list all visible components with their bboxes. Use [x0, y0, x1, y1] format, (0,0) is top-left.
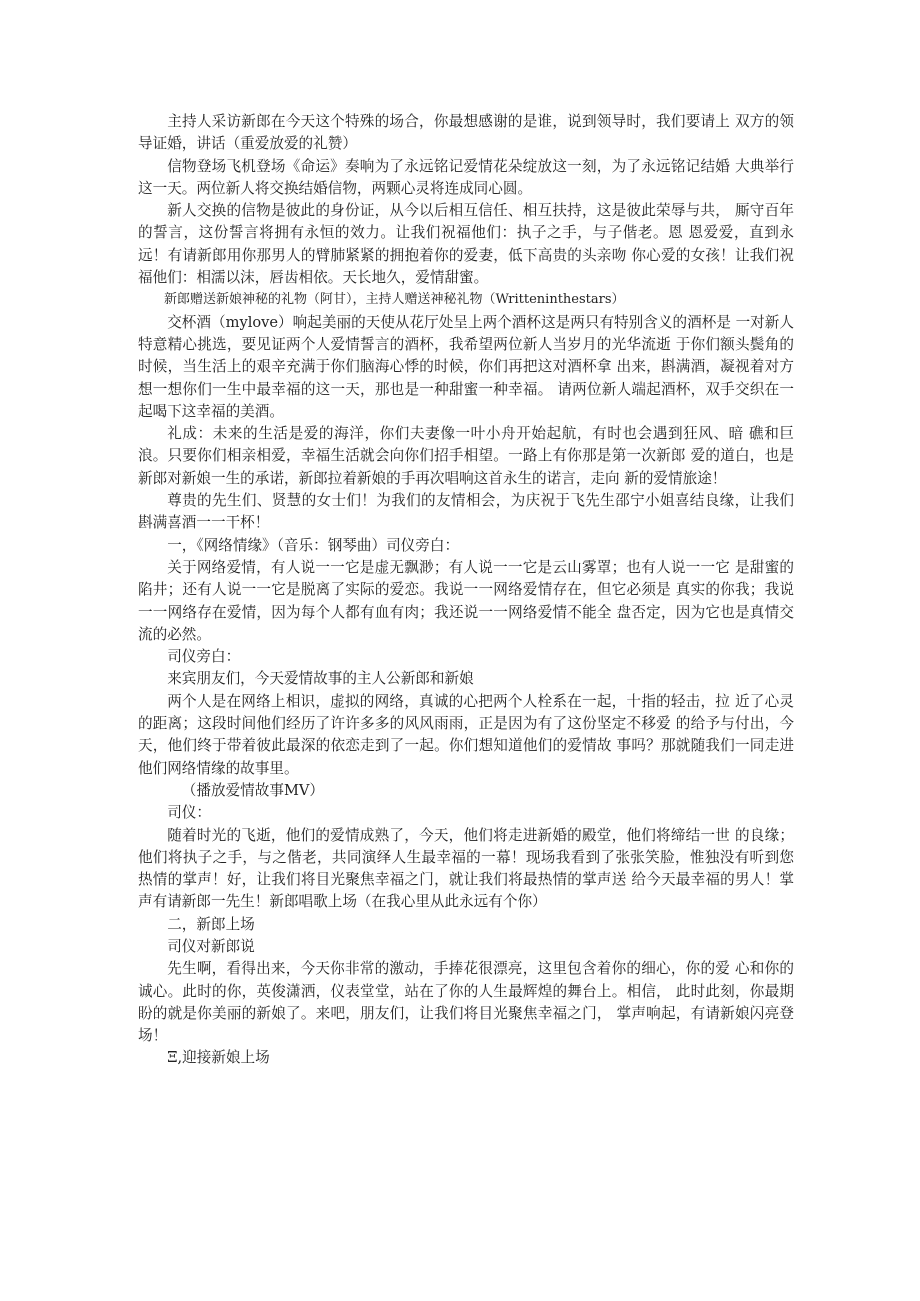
paragraph-token-entrance: 信物登场飞机登场《命运》奏响为了永远铭记爱情花朵绽放这一刻，为了永远铭记结婚 大典举行这一天。两位新人将交换结婚信物，两颗心灵将连成同心圆。: [138, 157, 794, 197]
paragraph-guests-intro: 来宾朋友们，今天爱情故事的主人公新郎和新娘: [167, 670, 474, 688]
paragraph-play-mv: （播放爱情故事MV）: [181, 781, 325, 799]
section-heading-bride-entrance: Ξ,迎接新娘上场: [167, 1049, 270, 1067]
document-body: [138, 111, 794, 1070]
paragraph-mc-voiceover-label: 司仪旁白：: [167, 648, 241, 666]
section-heading-online-romance: 一，《网络情缘》（音乐：钢琴曲）司仪旁白：: [167, 536, 460, 554]
paragraph-cross-cup-wine: 交杯酒（mylove）响起美丽的天使从花厅处呈上两个酒杯这是两只有特别含义的酒杯是 一对新人特意精心挑选，要见证两个人爱情誓言的酒杯，我希望两位新人当岁月的光华流逝 于你们额头鬓角的时候，当生活上的艰辛充满于你们脑海心悸的时候，你们再把这对酒杯拿 出来，斟满酒，凝视着对方想一想你们一生中最幸福的这一天，那也是一种甜蜜一种幸福。 请两位新人端起酒杯，双手交织在一起喝下这幸福的美酒。: [138, 313, 794, 420]
paragraph-mc-label: 司仪：: [167, 804, 211, 822]
paragraph-love-story: 两个人是在网络上相识，虚拟的网络，真诚的心把两个人栓系在一起，十指的轻击，拉 近了心灵的距离；这段时间他们经历了许许多多的风风雨雨，正是因为有了这份坚定不移爱 的给予与付出，今天，他们终于带着彼此最深的依恋走到了一起。你们想知道他们的爱情故 事吗？那就随我们一同走进他们网络情缘的故事里。: [138, 692, 794, 777]
paragraph-token-exchange: 新人交换的信物是彼此的身份证，从今以后相互信任、相互扶持，这是彼此荣辱与共， 厮守百年的誓言，这份誓言将拥有永恒的效力。让我们祝福他们：执子之手，与子偕老。恩 恩爱爱，直到永远！有请新郎用你那男人的臂肺紧紧的拥抱着你的爱妻，低下高贵的头亲吻 你心爱的女孩！让我们祝福他们：相濡以沫，唇齿相依。天长地久，爱情甜蜜。: [138, 202, 794, 287]
paragraph-gifts: 新郎赠送新娘神秘的礼物（阿甘），主持人赠送神秘礼物（Writteninthestars）: [164, 292, 625, 308]
paragraph-online-love: 关于网络爱情，有人说一一它是虚无飘渺；有人说一一它是云山雾罩；也有人说一一它 是甜蜜的陷井；还有人说一一它是脱离了实际的爱恋。我说一一网络爱情存在，但它必须是 真实的你我；我说一一网络存在爱情，因为每个人都有血有肉；我还说一一网络爱情不能全 盘否定，因为它也是真情交流的必然。: [138, 558, 794, 643]
paragraph-toast: 尊贵的先生们、贤慧的女士们！为我们的友情相会，为庆祝于飞先生邵宁小姐喜结良缘，让我们斟满喜酒一一干杯！: [138, 492, 794, 532]
paragraph-mc-to-groom: 先生啊，看得出来，今天你非常的激动，手捧花很漂亮，这里包含着你的细心，你的爱 心和你的诚心。此时的你，英俊潇洒，仪表堂堂，站在了你的人生最辉煌的舞台上。相信， 此时此刻，你最期盼的就是你美丽的新娘了。来吧，朋友们，让我们将目光聚焦幸福之门， 掌声响起，有请新娘闪亮登场！: [138, 960, 794, 1045]
section-heading-groom-entrance: 二，新郎上场: [167, 915, 255, 933]
paragraph-interview: 主持人采访新郎在今天这个特殊的场合，你最想感谢的是谁，说到领导时，我们要请上 双方的领导证婚，讲话（重爱放爱的礼赞）: [138, 113, 794, 153]
paragraph-mc-to-groom-label: 司仪对新郎说: [167, 937, 255, 955]
paragraph-ceremony-complete: 礼成：未来的生活是爱的海洋，你们夫妻像一叶小舟开始起航，有时也会遇到狂风、暗 礁和巨浪。只要你们相亲相爱，幸福生活就会向你们招手相望。一路上有你那是第一次新郎 爱的道白，也是新郎对新娘一生的承诺，新郎拉着新娘的手再次唱响这首永生的诺言，走向 新的爱情旅途！: [138, 425, 794, 487]
paragraph-groom-invite: 随着时光的飞逝，他们的爱情成熟了，今天，他们将走进新婚的殿堂，他们将缔结一世 的良缘；他们将执子之手，与之偕老，共同演绎人生最幸福的一幕！现场我看到了张张笑脸，惟独没有听到您热情的掌声！好，让我们将目光聚焦幸福之门，就让我们将最热情的掌声送 给今天最幸福的男人！掌声有请新郎一先生！新郎唱歌上场（在我心里从此永远有个你）: [138, 826, 794, 911]
